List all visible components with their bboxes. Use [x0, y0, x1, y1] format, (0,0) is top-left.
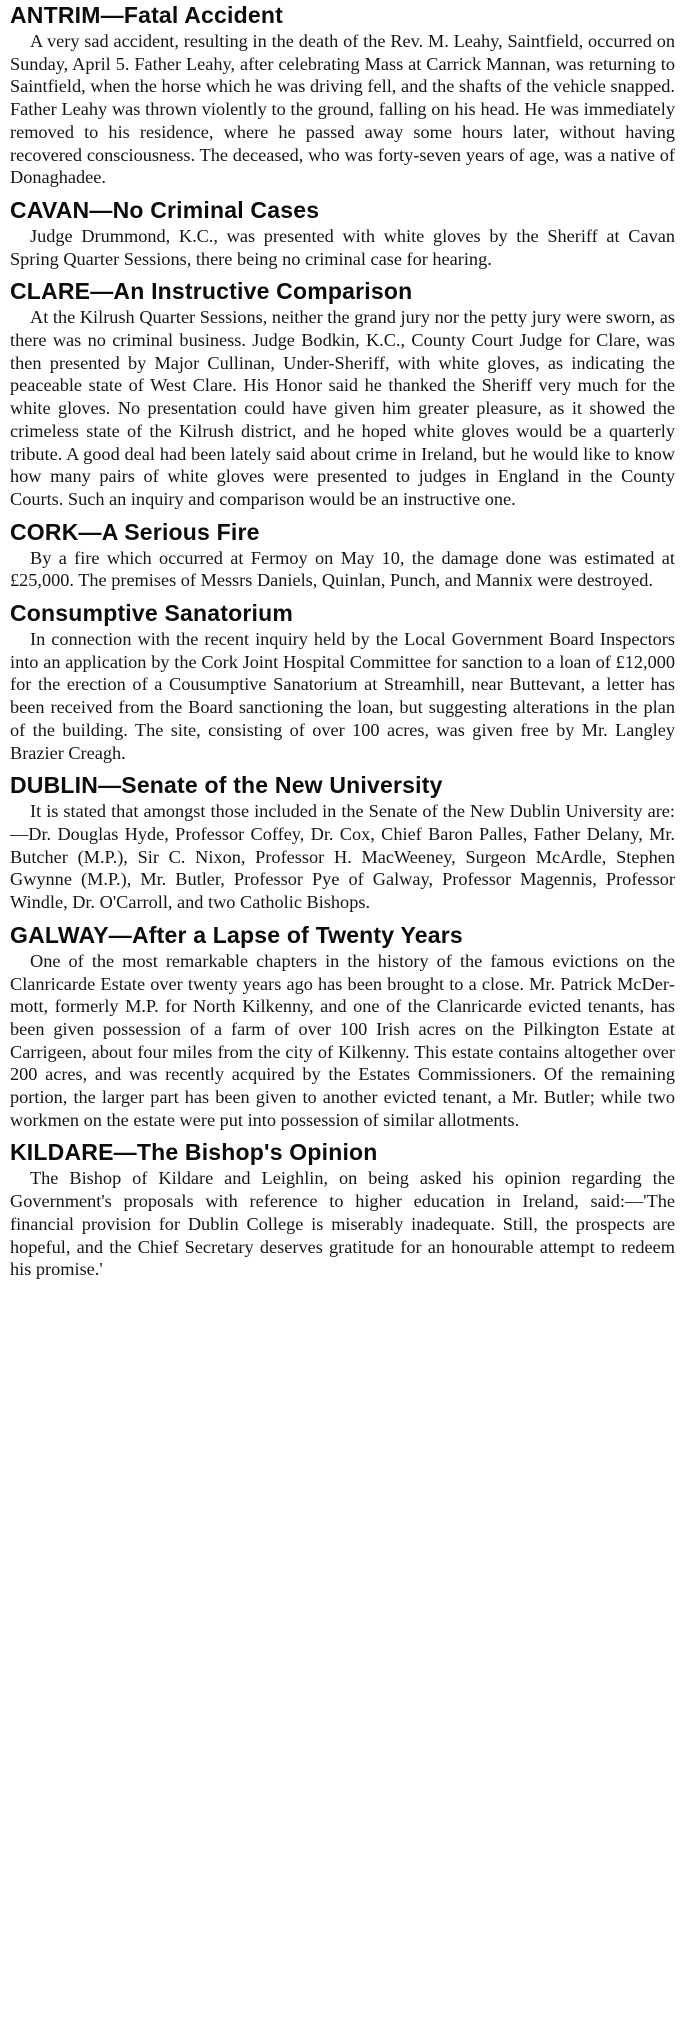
article-body: One of the most remarkable chapters in the history of the famous evictions on the Clanricarde Estate over twenty years ago has been brought to a close. Mr. Patrick McDermott, formerly M.P. for North Kilkenny, and one of the Clanricarde evicted tenants, has been given possession of a farm of over 100 Irish acres on the Pilkington Estate at Carrigeen, about four miles from the city of Kilkenny. This estate contains altogether over 200 acres, and was recently acquired by the Estates Commissioners. Of the remaining portion, the larger part has been given to another evicted tenant, a Mr. Butler; while two workmen on the estate were put into possession of similar allotments.: [10, 950, 675, 1130]
article-body: It is stated that amongst those included in the Senate of the New Dublin University are:—Dr. Douglas Hyde, Professor Coffey, Dr. Cox, Chief Baron Palles, Father Delany, Mr. Butcher (M.P.), Sir C. Nixon, Professor H. MacWeeney, Surgeon McArdle, Stephen Gwynne (M.P.), Mr. Butler, Professor Pye of Galway, Professor Magennis, Professor Windle, Dr. O'Carroll, and two Catholic Bishops.: [10, 801, 675, 913]
article-clare: [10, 276, 675, 510]
article-cork: [10, 517, 675, 592]
article-body: A very sad accident, resulting in the death of the Rev. M. Leahy, Saintfield, occurred on Sunday, April 5. Father Leahy, after celebrating Mass at Carrick Mannan, was returning to Saintfield, when the horse which he was driving fell, and the shafts of the vehicle snapped. Father Leahy was thrown violently to the ground, falling on his head. He was immediately removed to his residence, where he passed away some hours later, without having recovered consciousness. The deceased, who was forty-seven years of age, was a native of Donaghadee.: [10, 31, 675, 188]
article-body: By a fire which occurred at Fermoy on May 10, the damage done was estimated at £25,000. The premises of Messrs Daniels, Quinlan, Punch, and Mannix were destroyed.: [10, 547, 675, 591]
article-headline: CLARE—An Instructive Comparison: [10, 278, 413, 305]
article-headline: CORK—A Serious Fire: [10, 518, 260, 545]
article-antrim: [10, 0, 675, 189]
article-body: In connection with the recent inquiry held by the Local Government Board Inspectors into an application by the Cork Joint Hospital Committee for sanction to a loan of £12,000 for the erection of a Cousumptive Sanatorium at Streamhill, near Buttevant, a letter has been received from the Board sanctioning the loan, but suggesting alterations in the plan of the building. The site, consisting of over 100 acres, was given free by Mr. Langley Brazier Creagh.: [10, 629, 675, 763]
article-headline: ANTRIM—Fatal Accident: [10, 2, 283, 28]
article-sanatorium: [10, 598, 675, 764]
article-galway: [10, 920, 675, 1132]
article-headline: CAVAN—No Criminal Cases: [10, 196, 320, 223]
article-headline: KILDARE—The Bishop's Opinion: [10, 1139, 378, 1166]
article-body: Judge Drummond, K.C., was presented with white gloves by the Sheriff at Cavan Spring Quarter Sessions, there being no criminal case for hearing.: [10, 225, 675, 269]
article-cavan: [10, 195, 675, 270]
article-headline: Consumptive Sanatorium: [10, 600, 293, 627]
article-headline: GALWAY—After a Lapse of Twenty Years: [10, 921, 463, 948]
article-body: The Bishop of Kildare and Leighlin, on being asked his opinion regarding the Government's proposals with reference to higher education in Ireland, said:—'The financial provision for Dublin College is miserably inadequate. Still, the prospects are hopeful, and the Chief Secretary deserves gratitude for an honourable attempt to redeem his promise.': [10, 1168, 675, 1280]
article-dublin: [10, 770, 675, 914]
article-kildare: [10, 1137, 675, 1281]
article-body: At the Kilrush Quarter Sessions, neither the grand jury nor the petty jury were sworn, as there was no criminal business. Judge Bodkin, K.C., County Court Judge for Clare, was then presented by Major Cullinan, Under-Sheriff, with white gloves, as indicating the peaceable state of West Clare. His Honor said he thanked the Sheriff very much for the white gloves. No presentation could have given him greater pleasure, as it showed the crimeless state of the Kilrush district, and he hoped white gloves would be a quarterly tribute. A good deal had been lately said about crime in Ireland, but he would like to know how many pairs of white gloves were presented to judges in England in the County Courts. Such an inquiry and comparison would be an instructive one.: [10, 307, 675, 509]
article-headline: DUBLIN—Senate of the New University: [10, 772, 443, 799]
